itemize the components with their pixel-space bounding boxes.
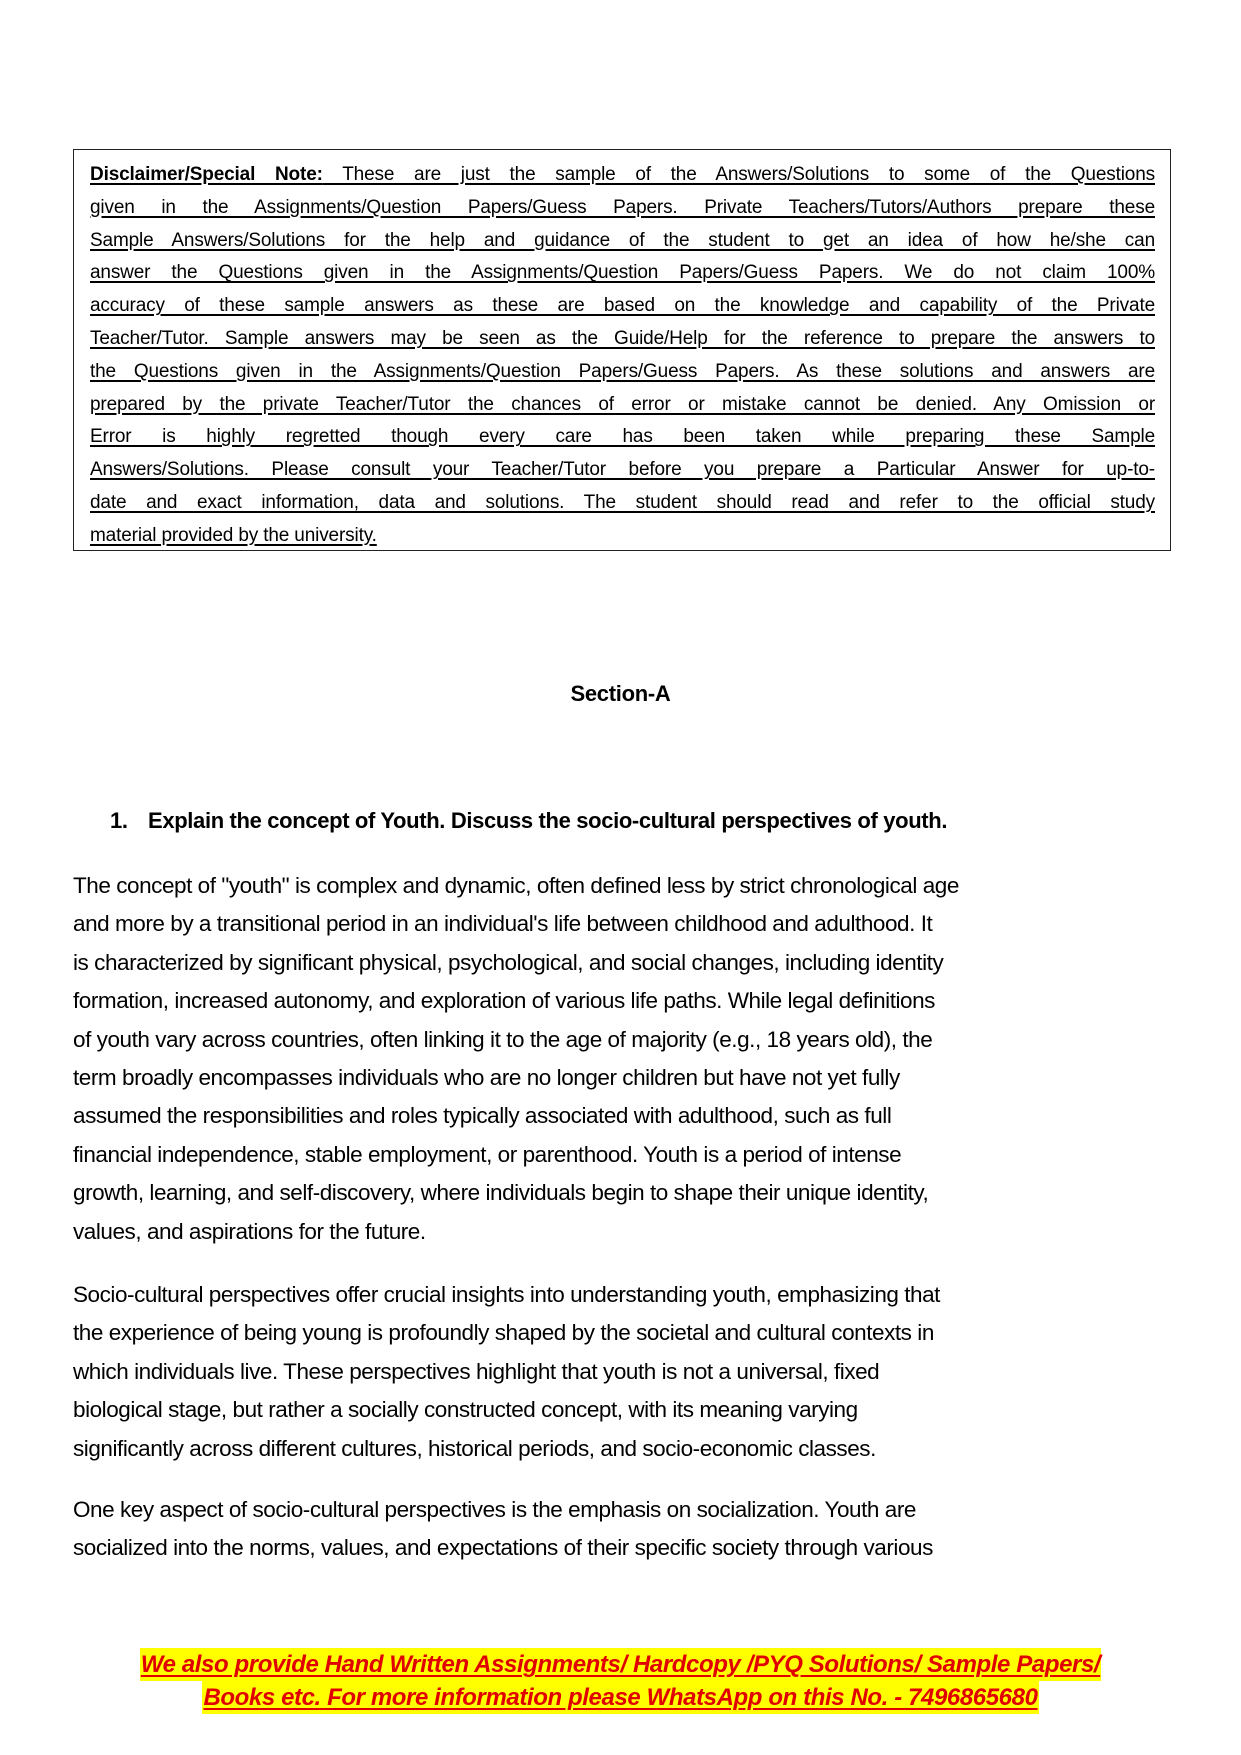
paragraph-line: the experience of being young is profoundly shaped by the societal and cultural contexts in bbox=[73, 1320, 934, 1346]
disclaimer-line: Sample Answers/Solutions for the help and guidance of the student to get an idea of how he/she can bbox=[90, 229, 1155, 251]
disclaimer-line: Error is highly regretted though every care has been taken while preparing these Sample bbox=[90, 426, 1155, 448]
paragraph-line: is characterized by significant physical, psychological, and social changes, including identity bbox=[73, 949, 944, 975]
disclaimer-box bbox=[73, 149, 1171, 551]
disclaimer-line: Answers/Solutions. Please consult your Teacher/Tutor before you prepare a Particular Answer for up-to- bbox=[90, 459, 1155, 481]
paragraph-line: growth, learning, and self-discovery, where individuals begin to shape their unique identity, bbox=[73, 1180, 929, 1206]
paragraph-line: financial independence, stable employment, or parenthood. Youth is a period of intense bbox=[73, 1141, 902, 1167]
paragraph-socialization bbox=[73, 1491, 1183, 1568]
disclaimer-line: the Questions given in the Assignments/Question Papers/Guess Papers. As these solutions and answers are bbox=[90, 360, 1155, 382]
question-text: Explain the concept of Youth. Discuss the socio-cultural perspectives of youth. bbox=[148, 808, 948, 833]
paragraph-line: biological stage, but rather a socially constructed concept, with its meaning varying bbox=[73, 1397, 858, 1423]
paragraph-line: assumed the responsibilities and roles typically associated with adulthood, such as full bbox=[73, 1103, 892, 1129]
question-heading bbox=[110, 808, 947, 834]
promo-line: Books etc. For more information please WhatsApp on this No. - 7496865680 bbox=[202, 1681, 1038, 1714]
paragraph-line: which individuals live. These perspectives highlight that youth is not a universal, fixed bbox=[73, 1358, 880, 1384]
paragraph-line: and more by a transitional period in an individual's life between childhood and adulthood. It bbox=[73, 911, 933, 937]
paragraph-line: significantly across different cultures, historical periods, and socio-economic classes. bbox=[73, 1435, 876, 1461]
section-title: Section-A bbox=[570, 681, 671, 706]
paragraph-line: socialized into the norms, values, and expectations of their specific society through various bbox=[73, 1535, 933, 1561]
disclaimer-line: date and exact information, data and solutions. The student should read and refer to the official study bbox=[90, 491, 1155, 513]
disclaimer-line: given in the Assignments/Question Papers/Guess Papers. Private Teachers/Tutors/Authors prepare these bbox=[90, 196, 1155, 218]
paragraph-line: Socio-cultural perspectives offer crucial insights into understanding youth, emphasizing that bbox=[73, 1282, 940, 1307]
paragraph-line: values, and aspirations for the future. bbox=[73, 1218, 426, 1244]
disclaimer-line: Disclaimer/Special Note: These are just the sample of the Answers/Solutions to some of the Questions bbox=[90, 164, 1155, 185]
disclaimer-line: material provided by the university. bbox=[90, 524, 377, 546]
paragraph-line: The concept of "youth" is complex and dynamic, often defined less by strict chronological age bbox=[73, 873, 959, 898]
promo-banner bbox=[0, 1648, 1241, 1714]
paragraph-line: formation, increased autonomy, and exploration of various life paths. While legal definitions bbox=[73, 988, 935, 1014]
paragraph-line: One key aspect of socio-cultural perspectives is the emphasis on socialization. Youth are bbox=[73, 1497, 916, 1522]
disclaimer-line: Teacher/Tutor. Sample answers may be seen as the Guide/Help for the reference to prepare the answers to bbox=[90, 327, 1155, 349]
promo-line: We also provide Hand Written Assignments/ Hardcopy /PYQ Solutions/ Sample Papers/ bbox=[140, 1648, 1101, 1681]
disclaimer-line: accuracy of these sample answers as these are based on the knowledge and capability of the Private bbox=[90, 295, 1155, 317]
paragraph-youth-concept bbox=[73, 867, 1183, 1251]
disclaimer-label: Disclaimer/Special Note: bbox=[90, 164, 323, 185]
paragraph-socio-cultural bbox=[73, 1276, 1183, 1468]
disclaimer-line: answer the Questions given in the Assignments/Question Papers/Guess Papers. We do not claim 100% bbox=[90, 262, 1155, 284]
disclaimer-line: prepared by the private Teacher/Tutor the chances of error or mistake cannot be denied. Any Omission or bbox=[90, 393, 1155, 415]
paragraph-line: of youth vary across countries, often linking it to the age of majority (e.g., 18 years old), the bbox=[73, 1026, 933, 1052]
paragraph-line: term broadly encompasses individuals who are no longer children but have not yet fully bbox=[73, 1064, 900, 1090]
question-number: 1. bbox=[110, 808, 128, 833]
